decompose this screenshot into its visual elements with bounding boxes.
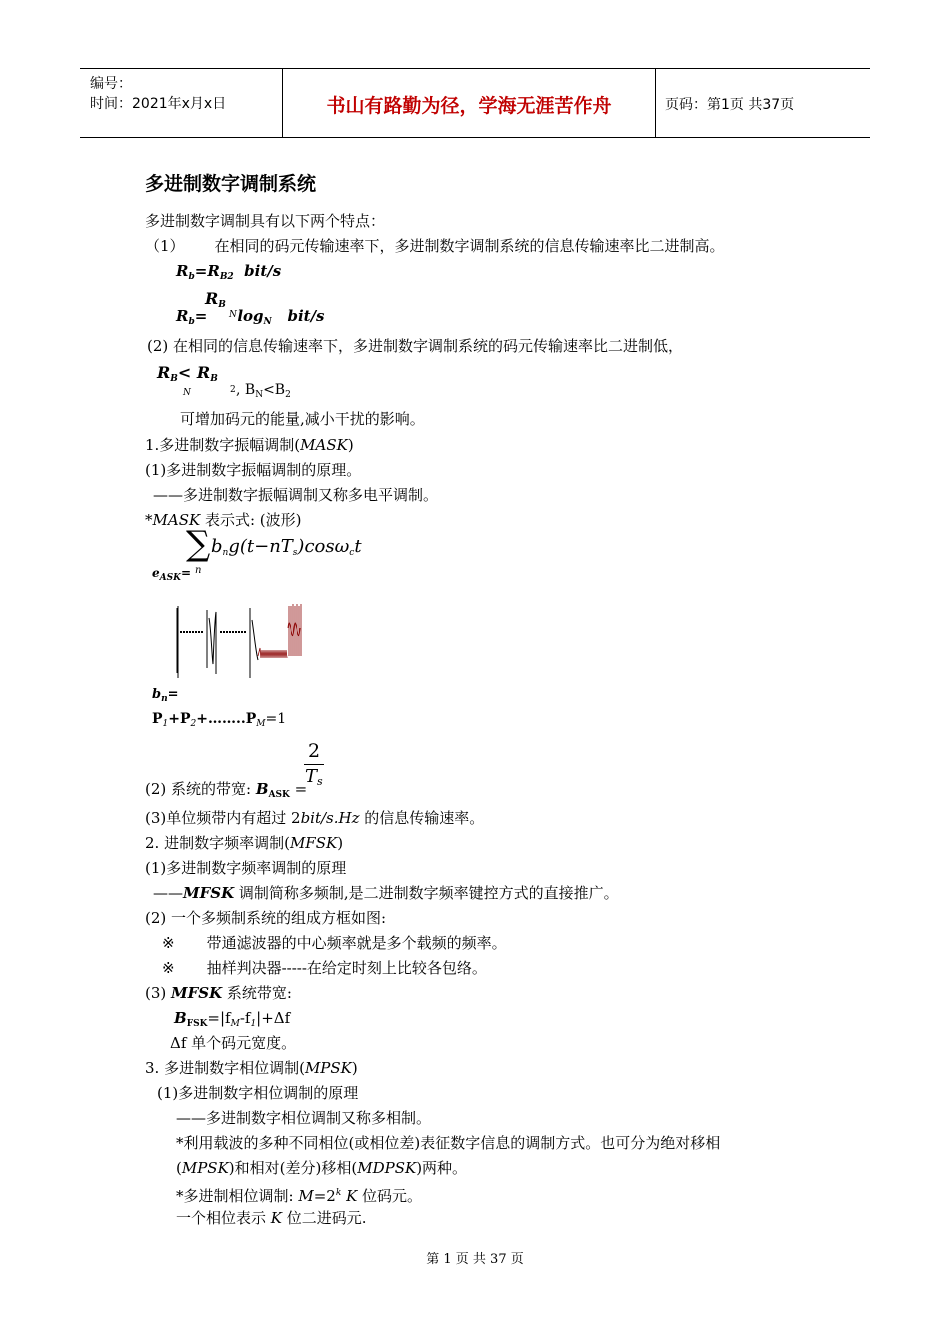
section-3-heading: 3. 多进制数字相位调制(MPSK): [145, 1059, 358, 1077]
sum-index: n: [195, 565, 202, 576]
fraction-bar: [304, 764, 324, 765]
point-2: (2) 在相同的信息传输速率下，多进制数字调制系统的码元传输速率比二进制低，: [147, 337, 684, 355]
bn-label: $b_n=$: [152, 687, 179, 704]
formula-rbn-n-sub: N: [183, 388, 191, 398]
bfsk-formula: $B_{FSK}=|f_M-f_1|+\Delta f$: [174, 1009, 291, 1029]
section-1-heading: 1.多进制数字振幅调制(MASK): [145, 436, 354, 454]
fraction-numerator: 2: [308, 740, 321, 762]
intro-text: 多进制数字调制具有以下两个特点：: [145, 212, 386, 230]
formula-rb-rb2: $R_b=R_{B2}$ bit/s: [176, 262, 282, 282]
point-1: [145, 237, 725, 255]
fraction-denominator: $T_s$: [305, 766, 323, 788]
formula-rb2-sub: 2: [230, 385, 236, 395]
section-2-note-1: ※ 带通滤波器的中心频率就是多个载频的频率。: [162, 934, 507, 952]
mask-waveform-image: [172, 598, 307, 683]
formula-rbn-numerator: $R_B$: [205, 289, 226, 310]
eask-label: $e_{ASK}=$: [152, 566, 192, 583]
bandwidth-line: (2) 系统的带宽: $B_{ASK}$ =: [145, 780, 308, 800]
section-3-method-cont: (MPSK)和相对(差分)移相(MDPSK)两种。: [176, 1159, 468, 1177]
formula-bn-lt-b2: , $B_N<B_2$: [236, 382, 291, 400]
formula-rb-log: $R_b= \log_N$ bit/s: [176, 307, 325, 327]
energy-note: 可增加码元的能量,减小干扰的影响。: [180, 410, 425, 428]
delta-f-note: Δf 单个码元宽度。: [170, 1034, 297, 1052]
section-3-phase-note: 一个相位表示 K 位二进码元.: [176, 1209, 367, 1227]
section-2-diagram-note: (2) 一个多频制系统的组成方框如图:: [145, 909, 387, 927]
formula-rbn-n: N: [229, 310, 237, 320]
header-info-cell: [80, 69, 283, 137]
section-3-principle: (1)多进制数字相位调制的原理: [157, 1084, 359, 1102]
formula-rbn-lt-rb2: $R_B< R_B$: [157, 363, 218, 384]
section-1-rate: (3)单位频带内有超过 2bit/s.Hz 的信息传输速率。: [145, 809, 485, 827]
number-label: 编号：: [90, 76, 132, 92]
doc-title: 多进制数字调制系统: [145, 173, 317, 195]
section-2-principle: (1)多进制数字频率调制的原理: [145, 859, 347, 877]
section-1-desc: ——多进制数字振幅调制又称多电平调制。: [153, 486, 439, 504]
section-2-note-2: ※ 抽样判决器-----在给定时刻上比较各包络。: [162, 959, 487, 977]
page-indicator: 页码：第1页 共37页: [665, 97, 795, 113]
section-2-heading: 2. 进制数字频率调制(MFSK): [145, 834, 344, 852]
page-header: [80, 68, 870, 138]
point-1-number: （1）: [145, 237, 185, 255]
section-3-method: *利用载波的多种不同相位(或相位差)表征数字信息的调制方式。也可分为绝对移相: [176, 1134, 721, 1152]
section-2-bandwidth-heading: (3) MFSK 系统带宽:: [145, 984, 292, 1002]
mask-expression-label: *MASK 表示式: (波形): [145, 511, 302, 529]
header-motto-cell: [283, 69, 656, 137]
section-3-phase-formula: *多进制相位调制: $M=2^k$ K 位码元。: [176, 1187, 423, 1205]
page-footer: 第 1 页 共 37 页: [426, 1252, 524, 1267]
point-1-text: 在相同的码元传输速率下，多进制数字调制系统的信息传输速率比二进制高。: [214, 237, 725, 255]
section-3-desc: ——多进制数字相位调制又称多相制。: [176, 1109, 432, 1127]
section-2-desc: ——MFSK 调制简称多频制,是二进制数字频率键控方式的直接推广。: [153, 884, 619, 902]
time-label: 时间：2021年x月x日: [90, 96, 227, 112]
sum-symbol: ∑: [186, 524, 211, 564]
motto-text: 书山有路勤为径，学海无涯苦作舟: [326, 95, 612, 117]
probability-sum: $P_1+P_2+\dots\dots..P_M=1$: [152, 711, 287, 729]
mask-formula: $b_ng(t-nT_s)\cos\omega_ct$: [211, 536, 362, 558]
header-page-cell: [656, 69, 870, 137]
section-1-principle: (1)多进制数字振幅调制的原理。: [145, 461, 362, 479]
